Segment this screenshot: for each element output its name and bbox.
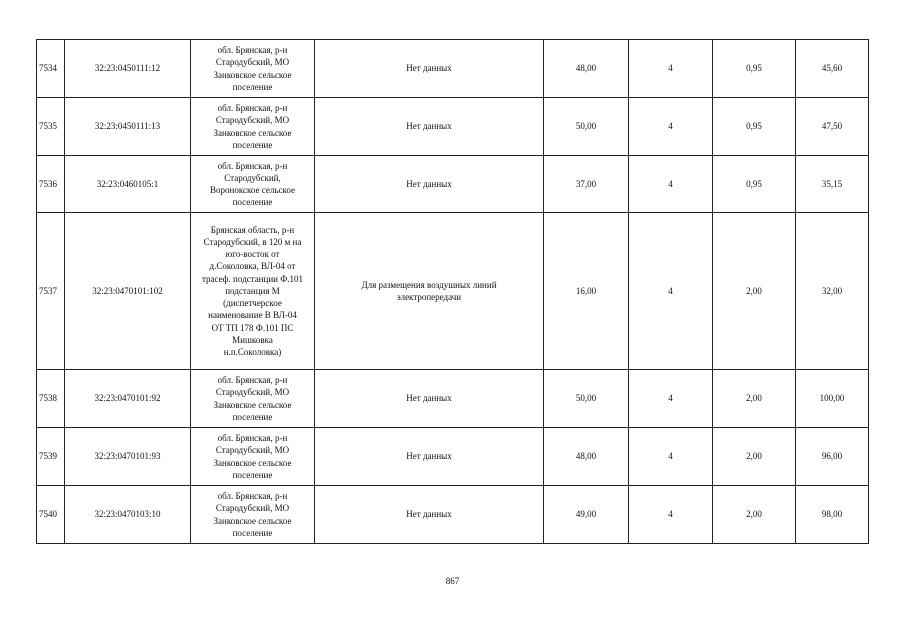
table-row xyxy=(37,98,869,156)
cadastral-number-cell: 32:23:0450111:13 xyxy=(65,98,191,156)
category-cell: 4 xyxy=(629,156,713,213)
table-body xyxy=(37,40,869,544)
cadastral-number-cell: 32:23:0470101:93 xyxy=(65,428,191,486)
area-cell: 49,00 xyxy=(544,486,629,544)
cadastral-number-cell: 32:23:0470103:10 xyxy=(65,486,191,544)
coefficient-cell: 2,00 xyxy=(713,213,796,370)
coefficient-cell: 2,00 xyxy=(713,370,796,428)
category-cell: 4 xyxy=(629,40,713,98)
permitted-use-cell: Нет данных xyxy=(315,156,544,213)
permitted-use-cell: Для размещения воздушных линий электропередачи xyxy=(315,213,544,370)
cadastral-number-cell: 32:23:0450111:12 xyxy=(65,40,191,98)
area-cell: 50,00 xyxy=(544,98,629,156)
page-number: 867 xyxy=(445,576,460,586)
cadastral-number-cell: 32:23:0470101:102 xyxy=(65,213,191,370)
value-cell: 100,00 xyxy=(796,370,869,428)
address-cell: обл. Брянская, р-н Стародубский, МО Занковское сельское поселение xyxy=(191,40,315,98)
category-cell: 4 xyxy=(629,98,713,156)
address-cell: обл. Брянская, р-н Стародубский, МО Занковское сельское поселение xyxy=(191,428,315,486)
row-number-cell: 7539 xyxy=(37,428,65,486)
row-number-cell: 7534 xyxy=(37,40,65,98)
row-number-cell: 7537 xyxy=(37,213,65,370)
value-cell: 96,00 xyxy=(796,428,869,486)
address-cell: обл. Брянская, р-н Стародубский, МО Занковское сельское поселение xyxy=(191,98,315,156)
permitted-use-cell: Нет данных xyxy=(315,428,544,486)
area-cell: 50,00 xyxy=(544,370,629,428)
address-cell: Брянская область, р-н Стародубский, в 120 м на юго-восток от д.Соколовка, ВЛ-04 от трасеф. подстанции Ф.101 подстанция М (диспетчерское наименование В ВЛ-04 ОТ ТП 178 Ф.101 ПС Мишковка н.п.Соколовка) xyxy=(191,213,315,370)
value-cell: 98,00 xyxy=(796,486,869,544)
row-number-cell: 7538 xyxy=(37,370,65,428)
address-cell: обл. Брянская, р-н Стародубский, Воронокское сельское поселение xyxy=(191,156,315,213)
coefficient-cell: 2,00 xyxy=(713,486,796,544)
table-row xyxy=(37,428,869,486)
table-row xyxy=(37,156,869,213)
coefficient-cell: 0,95 xyxy=(713,156,796,213)
land-plots-table xyxy=(36,39,869,544)
table-row xyxy=(37,213,869,370)
cadastral-number-cell: 32:23:0470101:92 xyxy=(65,370,191,428)
table-row xyxy=(37,40,869,98)
row-number-cell: 7535 xyxy=(37,98,65,156)
table-row xyxy=(37,486,869,544)
table-row xyxy=(37,370,869,428)
category-cell: 4 xyxy=(629,370,713,428)
area-cell: 48,00 xyxy=(544,428,629,486)
row-number-cell: 7536 xyxy=(37,156,65,213)
permitted-use-cell: Нет данных xyxy=(315,40,544,98)
address-cell: обл. Брянская, р-н Стародубский, МО Занковское сельское поселение xyxy=(191,370,315,428)
permitted-use-cell: Нет данных xyxy=(315,370,544,428)
coefficient-cell: 0,95 xyxy=(713,98,796,156)
category-cell: 4 xyxy=(629,486,713,544)
area-cell: 48,00 xyxy=(544,40,629,98)
permitted-use-cell: Нет данных xyxy=(315,486,544,544)
value-cell: 45,60 xyxy=(796,40,869,98)
row-number-cell: 7540 xyxy=(37,486,65,544)
area-cell: 16,00 xyxy=(544,213,629,370)
category-cell: 4 xyxy=(629,213,713,370)
value-cell: 35,15 xyxy=(796,156,869,213)
permitted-use-cell: Нет данных xyxy=(315,98,544,156)
coefficient-cell: 0,95 xyxy=(713,40,796,98)
value-cell: 32,00 xyxy=(796,213,869,370)
address-cell: обл. Брянская, р-н Стародубский, МО Занковское сельское поселение xyxy=(191,486,315,544)
area-cell: 37,00 xyxy=(544,156,629,213)
coefficient-cell: 2,00 xyxy=(713,428,796,486)
category-cell: 4 xyxy=(629,428,713,486)
cadastral-number-cell: 32:23:0460105:1 xyxy=(65,156,191,213)
value-cell: 47,50 xyxy=(796,98,869,156)
